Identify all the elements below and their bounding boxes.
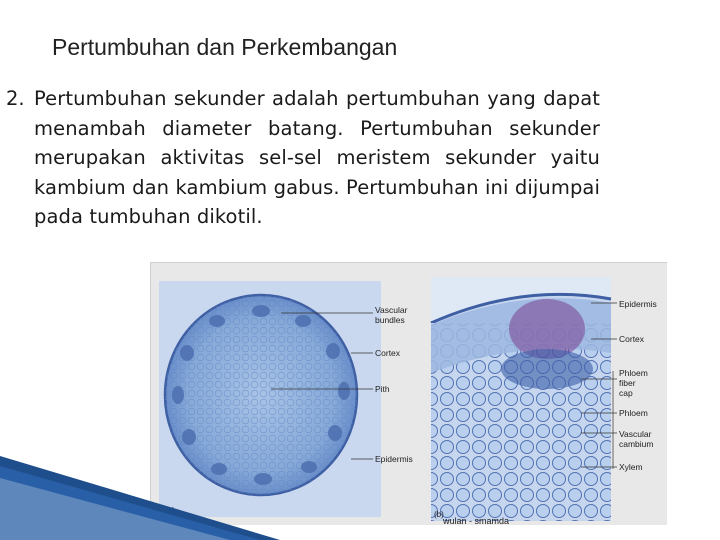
panel-b-tissue-detail	[431, 277, 611, 521]
label-xylem: Xylem	[619, 462, 643, 472]
label-cortex-a: Cortex	[375, 348, 401, 358]
label-phloem-fiber-cap: Phloem fiber cap	[619, 368, 648, 398]
credit-text: wulan - smamda	[443, 516, 510, 525]
label-epidermis-b: Epidermis	[619, 299, 657, 309]
label-epidermis-a: Epidermis	[375, 454, 413, 464]
label-pith: Pith	[375, 384, 390, 394]
paragraph-text: Pertumbuhan sekunder adalah pertumbuhan yang dapat menambah diameter batang. Pertumbuhan sekunder merupakan aktivitas sel-sel meristem sekunder yaitu kambium dan kambium gabus. Pertumbuhan ini dijumpai pada tumbuhan dikotil.	[34, 87, 600, 228]
slide-title: Pertumbuhan dan Perkembangan	[52, 34, 398, 60]
panel-b-letter: (b)	[434, 510, 444, 519]
label-vascular-bundles: Vascular bundles	[375, 305, 408, 325]
item-number: 2.	[6, 87, 25, 110]
label-cortex-b: Cortex	[619, 334, 645, 344]
slide-corner-decoration	[0, 456, 280, 540]
label-vascular-cambium: Vascular cambium	[619, 429, 654, 449]
content-paragraph	[6, 84, 600, 232]
label-phloem: Phloem	[619, 408, 648, 418]
